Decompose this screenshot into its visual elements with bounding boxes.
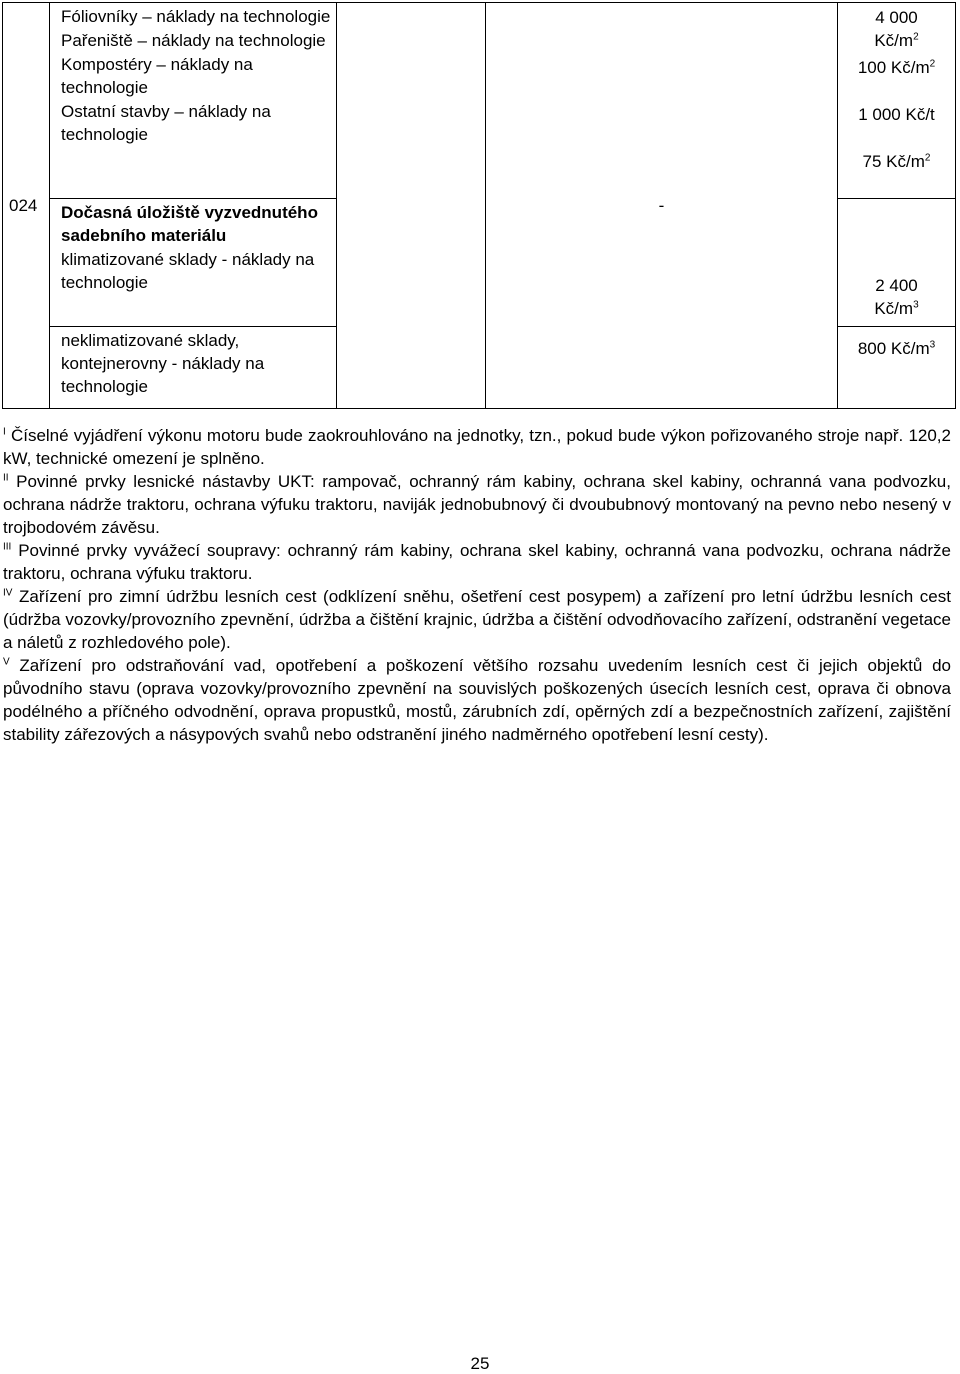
footnote: $^I$ Číselné vyjádření výkonu motoru bude zaokrouhlováno na jednotky, tzn., pokud bude výkon pořizovaného stroje např. 120,2 kW, technické omezení je splněno. bbox=[3, 426, 951, 468]
subsidy-table bbox=[2, 2, 956, 409]
price-cell bbox=[838, 199, 956, 327]
item-code: 024 bbox=[9, 196, 38, 215]
name-cell bbox=[50, 3, 337, 199]
row-name: Pařeniště – náklady na technologie bbox=[61, 31, 326, 50]
row-name: Fóliovníky – náklady na technologie bbox=[61, 7, 331, 26]
code-cell bbox=[3, 3, 50, 409]
footnote: $^{IV}$ Zařízení pro zimní údržbu lesních cest (odklízení sněhu, ošetření cest posypem) a zařízení pro letní údržbu lesních cest (údržba vozovky/provozního zpevnění, údržba a čištění krajnic, údržba a čištění odvodňovacího zařízení, odstranění vegetace a náletů z rozhledového pole). bbox=[3, 587, 951, 652]
footnotes bbox=[3, 424, 951, 746]
price-value: 2 400 $Kč/m^3$ bbox=[874, 276, 919, 318]
dash-cell bbox=[486, 3, 838, 409]
footnote: $^{III}$ Povinné prvky vyvážecí soupravy: ochranný rám kabiny, ochrana skel kabiny, ochranná vana podvozku, ochrana nádrže traktoru, ochrana výfuku traktoru. bbox=[3, 541, 951, 583]
row-name: Ostatní stavby – náklady na technologie bbox=[61, 102, 271, 144]
row-name: neklimatizované sklady, kontejnerovny - náklady na technologie bbox=[61, 331, 265, 396]
price-value: 100 $Kč/m^2$ bbox=[857, 58, 936, 77]
price-value: 4 000 $Kč/m^2$ bbox=[874, 8, 919, 50]
price-cell bbox=[838, 3, 956, 199]
price-value: 75 $Kč/m^2$ bbox=[862, 152, 931, 171]
table-row bbox=[3, 3, 956, 199]
empty-cell bbox=[337, 3, 486, 409]
row-name: Kompostéry – náklady na technologie bbox=[61, 55, 253, 97]
row-name: klimatizované sklady - náklady na technologie bbox=[61, 250, 315, 292]
price-value: 800 $Kč/m^3$ bbox=[857, 339, 936, 358]
dash-value: - bbox=[658, 196, 665, 215]
price-cell bbox=[838, 327, 956, 409]
name-cell bbox=[50, 327, 337, 409]
footnote: $^V$ Zařízení pro odstraňování vad, opotřebení a poškození většího rozsahu uvedením lesních cest či jejich objektů do původního stavu (oprava vozovky/provozního zpevnění na souvislých poškozených úsecích lesních cest, oprava či obnova podélného a příčného odvodnění, oprava propustků, mostů, zárubních zdí, opěrných zdí a bezpečnostních zařízení, zajištění stability zářezových a násypových svahů nebo odstranění jiného nadměrného opotřebení lesní cesty). bbox=[3, 656, 951, 744]
name-cell bbox=[50, 199, 337, 327]
page-number: 25 bbox=[470, 1354, 490, 1373]
section-heading: Dočasná úložiště vyzvednutého sadebního materiálu bbox=[61, 203, 318, 245]
footnote: $^{II}$ Povinné prvky lesnické nástavby UKT: rampovač, ochranný rám kabiny, ochrana skel kabiny, ochranná vana podvozku, ochrana nádrže traktoru, ochrana výfuku traktoru, naviják jednobubnový či dvoububnový montovaný na pevno nebo nesený v trojbodovém závěsu. bbox=[3, 472, 951, 537]
price-value: 1 000 Kč/t bbox=[858, 105, 935, 124]
